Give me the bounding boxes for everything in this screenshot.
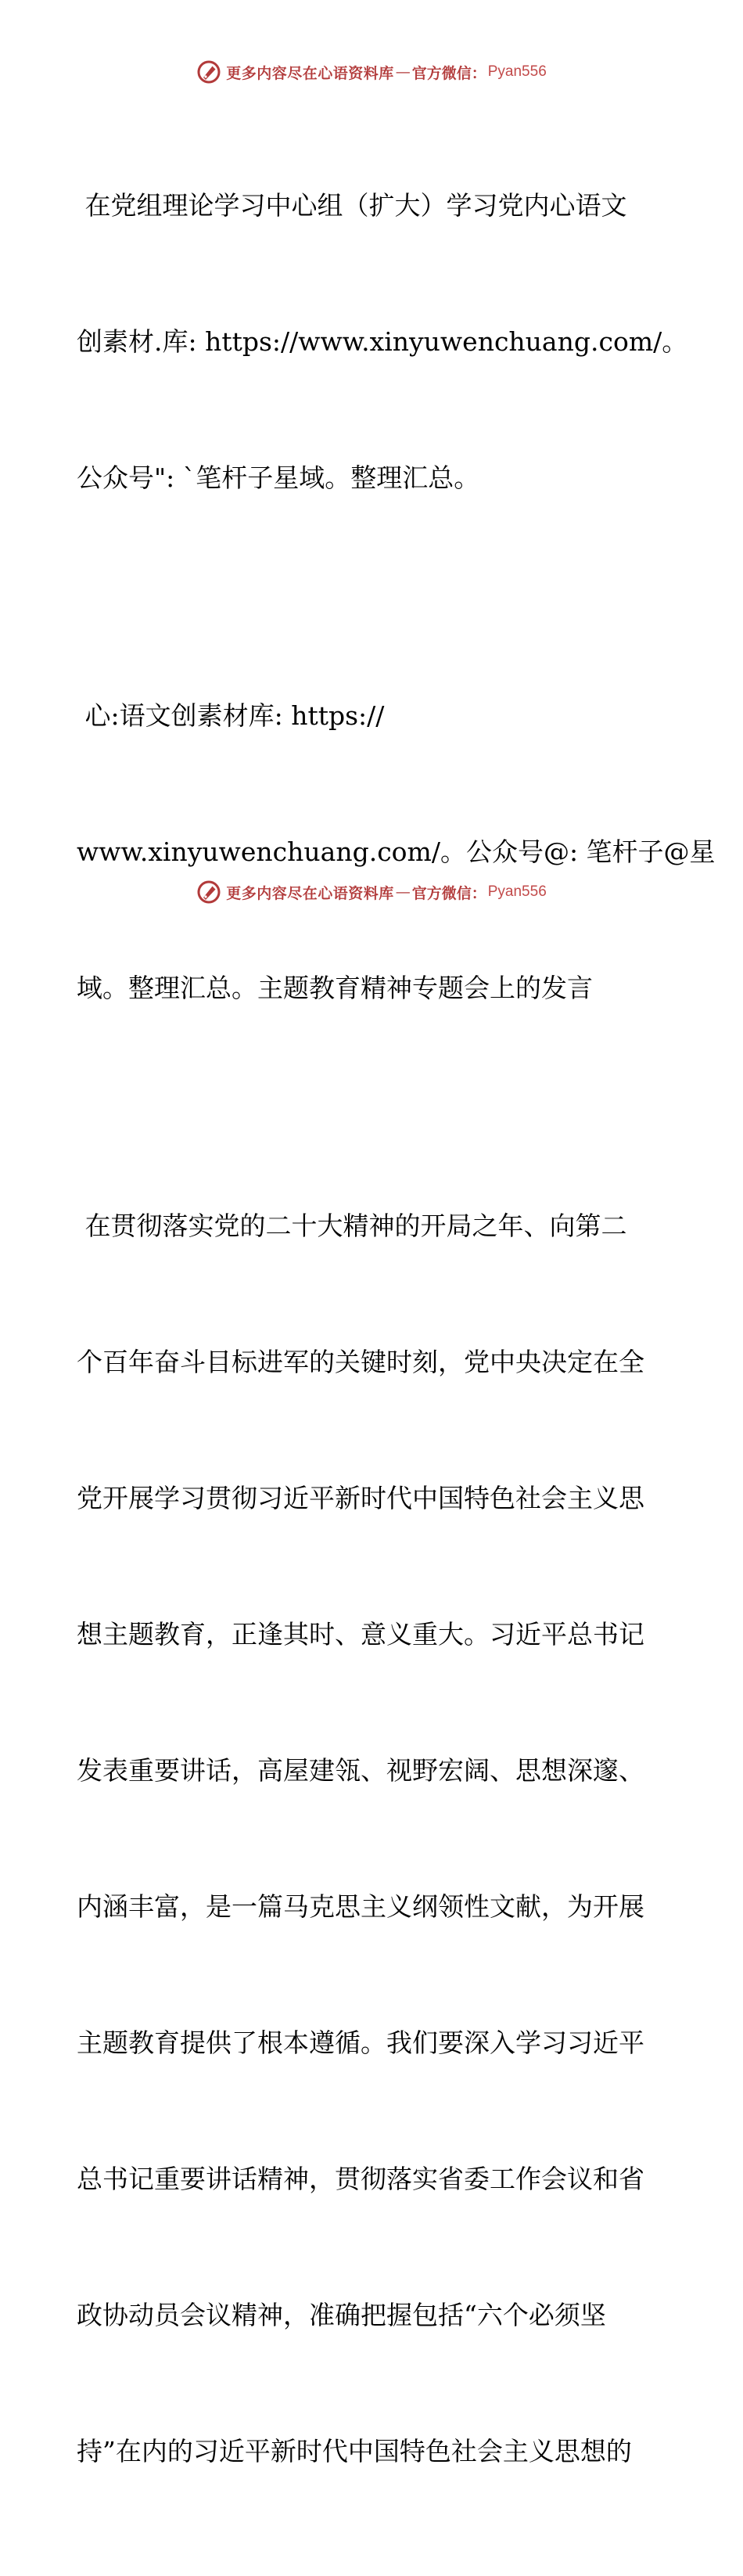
text-line: 持”在内的习近平新时代中国特色社会主义思想的 [77,2436,632,2466]
text-line: 公众号": `笔杆子星域。整理汇总。 [77,462,480,493]
text-line: 想主题教育，正逢其时、意义重大。习近平总书记 [77,1619,644,1650]
header-banner [0,56,743,88]
footer-dash: — [395,883,411,901]
paragraph-1 [77,92,688,592]
text-line: 内涵丰富，是一篇马克思主义纲领性文献，为开展 [77,1891,644,1922]
text-line: 党开展学习贯彻习近平新时代中国特色社会主义思 [77,1483,644,1513]
text-line: 在党组理论学习中心组（扩大）学习党内心语文 [77,190,627,221]
paragraph-2 [77,603,716,1102]
footer-official-label: 官方微信： [411,884,486,902]
paragraph-3 [77,1113,668,2565]
pen-nib-logo-icon [196,880,221,905]
text-line: 创素材.库: https://www.xinyuwenchuang.com/。 [77,326,688,357]
header-brand-text: 更多内容尽在心语资料库 [226,64,394,82]
header-dash: — [395,63,411,81]
text-line: 主题教育提供了根本遵循。我们要深入学习习近平 [77,2027,644,2058]
text-line: 总书记重要讲话精神，贯彻落实省委工作会议和省 [77,2164,644,2194]
header-wechat-id: Pyan556 [487,63,547,80]
header-official-label: 官方微信： [411,64,486,82]
footer-banner [0,876,743,908]
text-line: 个百年奋斗目标进军的关键时刻，党中央决定在全 [77,1347,644,1377]
text-line: www.xinyuwenchuang.com/。公众号@: 笔杆子@星 [77,836,716,867]
pen-nib-logo-icon [196,59,221,85]
text-line: 域。整理汇总。主题教育精神专题会上的发言 [77,973,593,1003]
text-line: 在贯彻落实党的二十大精神的开局之年、向第二 [77,1211,627,1241]
text-line: 发表重要讲话，高屋建瓴、视野宏阔、思想深邃、 [77,1755,644,1786]
footer-wechat-id: Pyan556 [487,883,547,900]
text-line: 心:语文创素材库: https:// [77,700,385,731]
document-body [77,92,716,2576]
footer-brand-text: 更多内容尽在心语资料库 [226,884,394,902]
text-line: 政协动员会议精神，准确把握包括“六个必须坚 [77,2300,606,2330]
